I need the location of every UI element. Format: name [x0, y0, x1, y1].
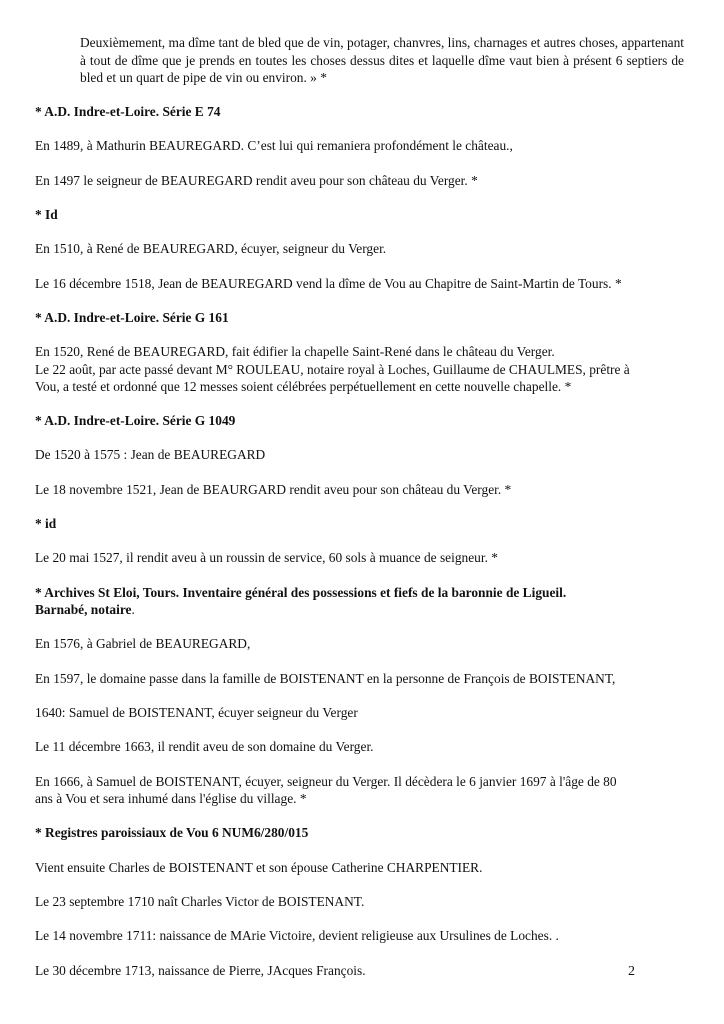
text-line: En 1576, à Gabriel de BEAUREGARD, [35, 636, 251, 651]
source-citation: * Registres paroissiaux de Vou 6 NUM6/280/015 [35, 825, 309, 840]
source-citation: * Archives St Eloi, Tours. Inventaire général des possessions et fiefs de la baronnie de Ligueil. [35, 585, 567, 600]
text-line: 1640: Samuel de BOISTENANT, écuyer seigneur du Verger [35, 705, 358, 720]
text-line: En 1510, à René de BEAUREGARD, écuyer, seigneur du Verger. [35, 241, 387, 256]
text-line: En 1520, René de BEAUREGARD, fait édifier la chapelle Saint-René dans le château du Verger. [35, 344, 555, 359]
source-citation: * id [35, 516, 57, 531]
text-line: Le 20 mai 1527, il rendit aveu à un roussin de service, 60 sols à muance de seigneur. * [35, 550, 498, 565]
text-line: Le 22 août, par acte passé devant M° ROULEAU, notaire royal à Loches, Guillaume de CHAULMES, prêtre à [35, 362, 630, 377]
text-line: Le 11 décembre 1663, il rendit aveu de son domaine du Verger. [35, 739, 374, 754]
notary-name: Barnabé, notaire [35, 602, 132, 617]
source-citation-continued [35, 601, 684, 619]
text-line: De 1520 à 1575 : Jean de BEAUREGARD [35, 447, 266, 462]
notary-suffix: . [131, 602, 135, 617]
text-line: Vou, a testé et ordonné que 12 messes soient célébrées perpétuellement en cette nouvelle chapelle. * [35, 379, 572, 394]
text-line: Vient ensuite Charles de BOISTENANT et son épouse Catherine CHARPENTIER. [35, 860, 483, 875]
text-line: En 1497 le seigneur de BEAUREGARD rendit aveu pour son château du Verger. * [35, 173, 478, 188]
text-line: Le 14 novembre 1711: naissance de MArie Victoire, devient religieuse aux Ursulines de Loches. . [35, 928, 559, 943]
source-citation: * Id [35, 207, 58, 222]
source-citation: * A.D. Indre-et-Loire. Série G 1049 [35, 413, 236, 428]
text-line: Le 18 novembre 1521, Jean de BEAURGARD rendit aveu pour son château du Verger. * [35, 482, 512, 497]
source-citation: * A.D. Indre-et-Loire. Série G 161 [35, 310, 229, 325]
text-line: Le 16 décembre 1518, Jean de BEAUREGARD vend la dîme de Vou au Chapitre de Saint-Martin de Tours. * [35, 276, 622, 291]
text-line: En 1489, à Mathurin BEAUREGARD. C’est lui qui remaniera profondément le château., [35, 138, 513, 153]
page-number: 2 [628, 964, 635, 979]
text-line: ans à Vou et sera inhumé dans l'église du village. * [35, 791, 307, 806]
text-line: En 1597, le domaine passe dans la famille de BOISTENANT en la personne de François de BOISTENANT, [35, 671, 616, 686]
text-line: Le 30 décembre 1713, naissance de Pierre, JAcques François. [35, 963, 366, 978]
text-line: Le 23 septembre 1710 naît Charles Victor de BOISTENANT. [35, 894, 365, 909]
quote-paragraph: Deuxièmement, ma dîme tant de bled que de vin, potager, chanvres, lins, charnages et autres choses, appartenant à tout de dîme que je prends en toutes les choses dessus dites et laquelle dîme vaut bien à présent 6 septiers de bled et un quart de pipe de vin ou environ. » * [80, 35, 684, 85]
text-line: En 1666, à Samuel de BOISTENANT, écuyer, seigneur du Verger. Il décèdera le 6 janvier 1697 à l'âge de 80 [35, 774, 617, 789]
source-citation: * A.D. Indre-et-Loire. Série E 74 [35, 104, 221, 119]
